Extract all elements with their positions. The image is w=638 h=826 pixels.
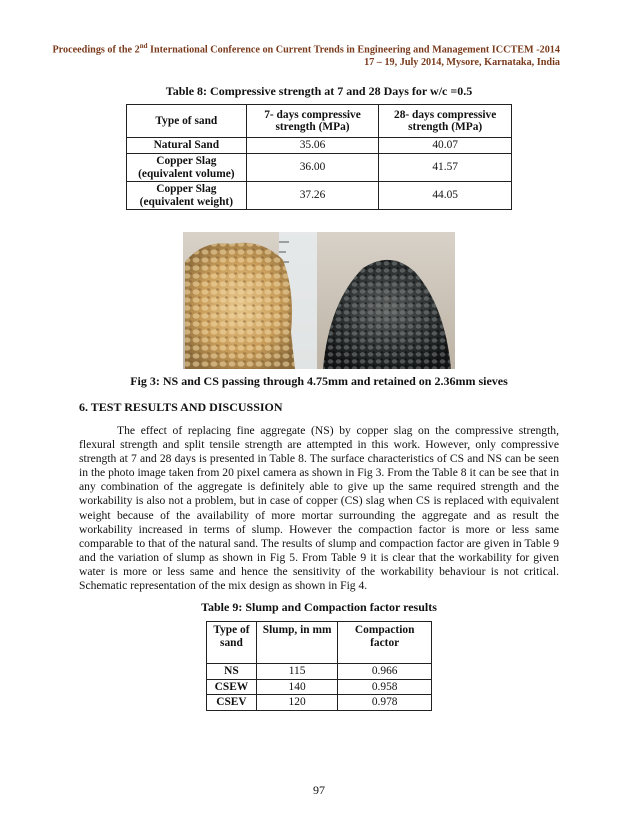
table9-cell-type: NS bbox=[207, 664, 257, 680]
table9-cell-type: CSEV bbox=[207, 695, 257, 711]
table8-cell-7day: 35.06 bbox=[246, 138, 379, 154]
table-row bbox=[207, 679, 432, 695]
table-row bbox=[127, 182, 512, 210]
table8-header-type: Type of sand bbox=[127, 105, 247, 138]
table9-cell-cf: 0.958 bbox=[338, 679, 432, 695]
running-header bbox=[52, 40, 560, 69]
table9-header-type: Type of sand bbox=[207, 622, 257, 664]
header-line-2: 17 – 19, July 2014, Mysore, Karnataka, India bbox=[364, 57, 560, 69]
figure3-caption: Fig 3: NS and CS passing through 4.75mm and retained on 2.36mm sieves bbox=[130, 374, 508, 388]
table8-cell-7day: 37.26 bbox=[246, 182, 379, 210]
table8 bbox=[126, 104, 512, 210]
table9-cell-slump: 115 bbox=[256, 664, 338, 680]
table-row bbox=[127, 154, 512, 182]
table-row bbox=[207, 695, 432, 711]
table8-caption: Table 8: Compressive strength at 7 and 28 Days for w/c =0.5 bbox=[165, 84, 473, 98]
table9 bbox=[206, 621, 432, 711]
table8-cell-type: Natural Sand bbox=[127, 138, 247, 154]
table9-header-row bbox=[207, 622, 432, 664]
table8-cell-28day: 44.05 bbox=[379, 182, 512, 210]
table9-cell-cf: 0.978 bbox=[338, 695, 432, 711]
section-heading: 6. TEST RESULTS AND DISCUSSION bbox=[79, 400, 283, 414]
table9-header-cf: Compaction factor bbox=[338, 622, 432, 664]
sand-and-slag-illustration bbox=[183, 232, 455, 369]
table8-cell-7day: 36.00 bbox=[246, 154, 379, 182]
table9-cell-type: CSEW bbox=[207, 679, 257, 695]
figure3-photo bbox=[183, 232, 455, 369]
table9-cell-cf: 0.966 bbox=[338, 664, 432, 680]
table-row bbox=[127, 138, 512, 154]
body-paragraph: The effect of replacing fine aggregate (NS) by copper slag on the compressive strength, flexural strength and split tensile strength are attempted in this work. However, only compressive strength at 7 and 28 days is presented in Table 8. The surface characteristics of CS and NS can be seen in the photo image taken from 20 pixel camera as shown in Fig 3. From the Table 8 it can be see that in any combination of the aggregate is definitely able to give up the same required strength and the workability is also not a problem, but in case of copper (CS) slag when CS is replaced with equivalent weight because of the availability of more mortar surrounding the aggregate and as result the workability increased in terms of slump. However the compaction factor is more or less same comparable to that of the natural sand. The results of slump and compaction factor are given in Table 9 and the variation of slump as shown in Fig 5. From Table 9 it is clear that the workability for given water is more or less same and hence the sensitivity of the workability behaviour is not critical. Schematic representation of the mix design as shown in Fig 4. bbox=[79, 424, 559, 593]
table8-cell-type: Copper Slag (equivalent volume) bbox=[127, 154, 247, 182]
table8-cell-28day: 41.57 bbox=[379, 154, 512, 182]
table8-header-7day: 7- days compressive strength (MPa) bbox=[246, 105, 379, 138]
page-number: 97 bbox=[313, 783, 325, 797]
table8-header-28day: 28- days compressive strength (MPa) bbox=[379, 105, 512, 138]
header-line-1: Proceedings of the 2nd International Conference on Current Trends in Engineering and Management ICCTEM -2014 bbox=[52, 42, 560, 56]
table-row bbox=[207, 664, 432, 680]
table9-caption: Table 9: Slump and Compaction factor results bbox=[201, 600, 437, 614]
table8-cell-28day: 40.07 bbox=[379, 138, 512, 154]
table9-cell-slump: 140 bbox=[256, 679, 338, 695]
table8-cell-type: Copper Slag (equivalent weight) bbox=[127, 182, 247, 210]
table9-header-slump: Slump, in mm bbox=[256, 622, 338, 664]
table8-header-row bbox=[127, 105, 512, 138]
table9-cell-slump: 120 bbox=[256, 695, 338, 711]
